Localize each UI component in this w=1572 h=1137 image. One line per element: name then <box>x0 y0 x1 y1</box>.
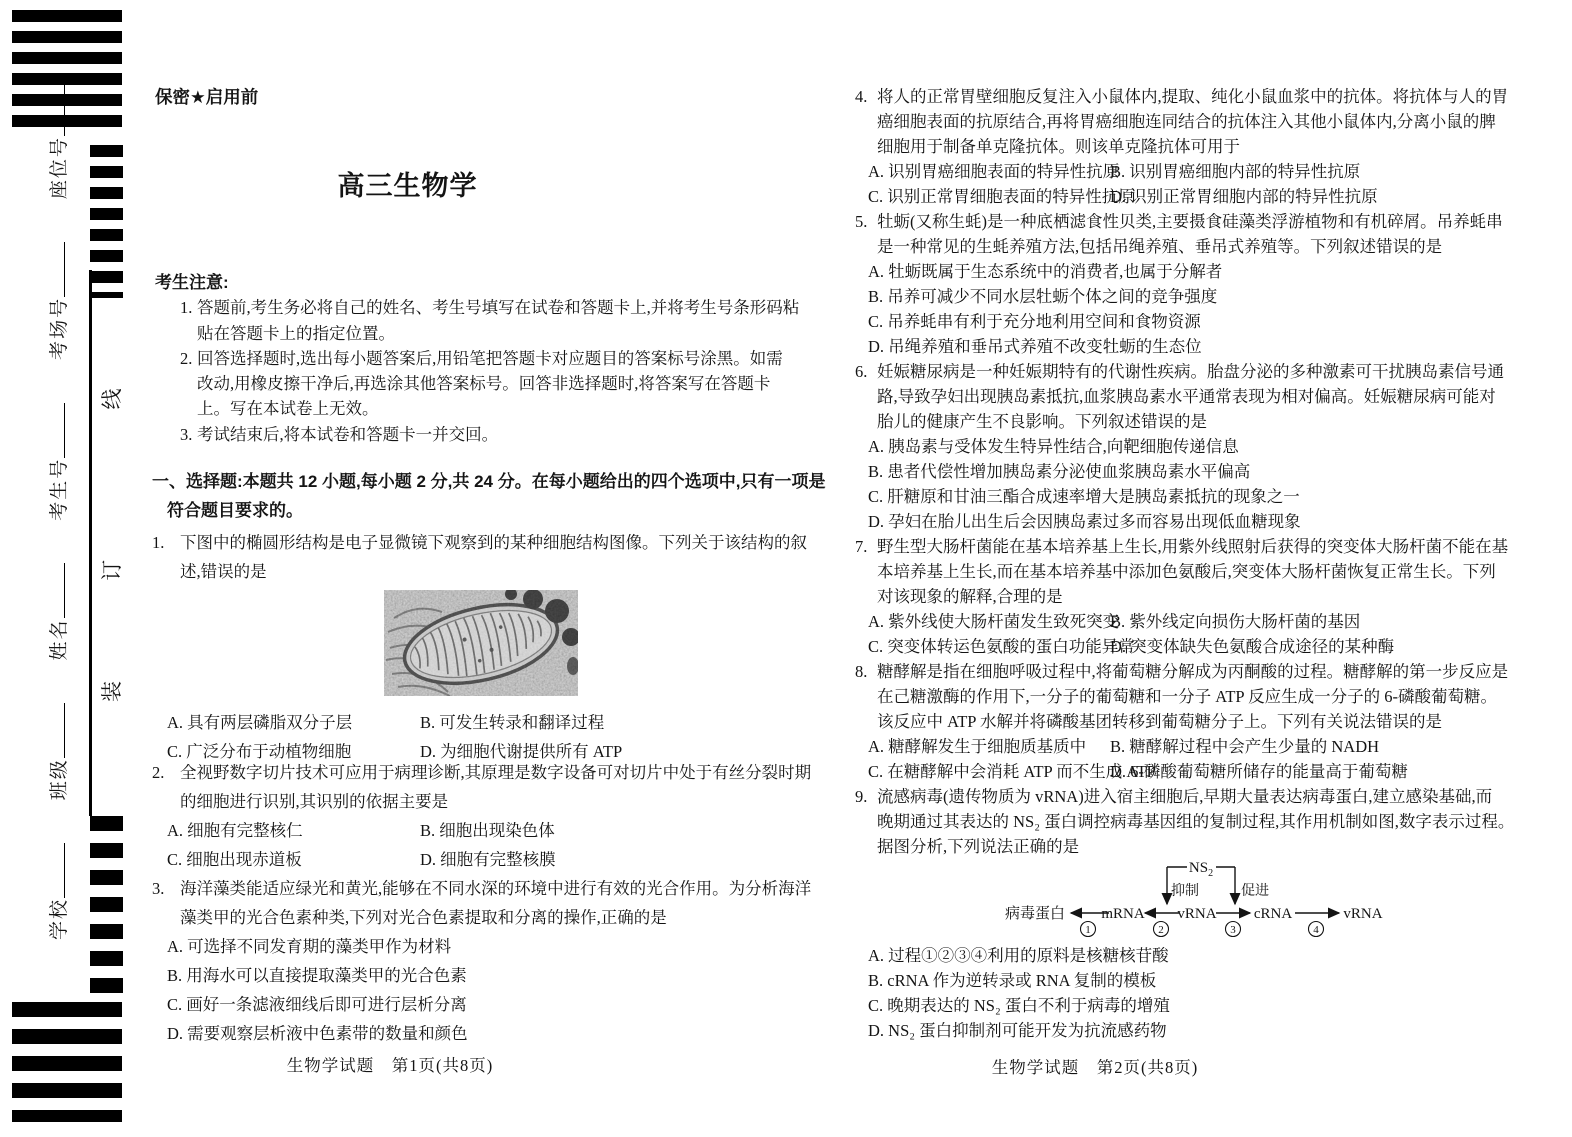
label-promote: 促进 <box>1241 884 1269 899</box>
stem-line: 下图中的椭圆形结构是电子显微镜下观察到的某种细胞结构图像。下列关于该结构的叙 <box>180 533 807 552</box>
binding-rule-line <box>89 270 92 816</box>
stem-line: 野生型大肠杆菌能在基本培养基上生长,用紫外线照射后获得的突变体大肠杆菌不能在基 <box>877 537 1509 556</box>
option-b: B. 紫外线定向损伤大肠杆菌的基因 <box>1110 612 1361 631</box>
field-room-no-label: 考场号 <box>49 296 70 360</box>
stem-line: 是一种常见的生蚝养殖方法,包括吊绳养殖、垂吊式养殖等。下列叙述错误的是 <box>877 237 1443 256</box>
ns2-regulation-diagram <box>995 856 1395 940</box>
question-number: 8. <box>855 662 868 681</box>
field-class-label: 班级 <box>49 758 70 801</box>
label-virus-protein: 病毒蛋白 <box>1004 906 1066 922</box>
option-b: B. cRNA 作为逆转录或 RNA 复制的模板 <box>868 971 1157 990</box>
stem-line: 据图分析,下列说法正确的是 <box>877 837 1080 856</box>
notice-item-number: 3. <box>180 424 193 444</box>
registration-marks-upper-inner <box>90 145 123 298</box>
option-a: A. 胰岛素与受体发生特异性结合,向靶细胞传递信息 <box>868 437 1239 456</box>
field-candidate-no-label: 考生号 <box>49 457 70 521</box>
option-row <box>868 759 1523 784</box>
stem-line: 牡蛎(又称生蚝)是一种底栖滤食性贝类,主要摄食硅藻类浮游植物和有机碎屑。吊养蚝串 <box>877 212 1503 231</box>
step-circles <box>1081 922 1324 937</box>
label-crna: cRNA <box>1253 906 1293 922</box>
option-c: C. 细胞出现赤道板 <box>167 850 302 869</box>
notice-line: 改动,用橡皮擦干净后,再选涂其他答案标号。回答非选择题时,将答案写在答题卡 <box>197 374 771 394</box>
label-vrna: vRNA <box>1177 906 1217 922</box>
option-c: C. 在糖酵解中会消耗 ATP 而不生成 ATP <box>868 762 1156 781</box>
option-row <box>868 159 1523 184</box>
option-c: C. 晚期表达的 NS₂ 蛋白不利于病毒的增殖 <box>868 996 1170 1015</box>
question-7 <box>855 534 1523 659</box>
question-number: 2. <box>152 763 165 782</box>
option-row <box>868 609 1523 634</box>
candidate-notice <box>155 270 820 447</box>
question-number: 1. <box>152 533 165 552</box>
registration-marks-lower-inner <box>90 816 123 998</box>
label-mrna: mRNA <box>1101 906 1145 922</box>
option-d: D. 为细胞代谢提供所有 ATP <box>420 742 623 761</box>
option-row <box>868 184 1523 209</box>
page-1-footer: 生物学试题 第1页(共8页) <box>286 1056 494 1075</box>
notice-item-number: 2. <box>180 348 193 368</box>
question-1 <box>152 528 812 766</box>
stem-line: 在己糖激酶的作用下,一分子的葡萄糖和一分子 ATP 反应生成一分子的 6-磷酸葡萄糖。 <box>877 687 1497 706</box>
stem-line: 本培养基上生长,而在基本培养基中添加色氨酸后,突变体大肠杆菌恢复正常生长。下列 <box>877 562 1496 581</box>
option-a: A. 细胞有完整核仁 <box>167 821 303 840</box>
field-school-blank <box>62 843 65 898</box>
question-number: 7. <box>855 537 868 556</box>
stem-line: 的细胞进行识别,其识别的依据主要是 <box>180 792 449 811</box>
option-d: D. 吊绳养殖和垂吊式养殖不改变牡蛎的生态位 <box>868 337 1202 356</box>
stem-line: 该反应中 ATP 水解并将磷酸基团转移到葡萄糖分子上。下列有关说法错误的是 <box>877 712 1442 731</box>
stem-line: 述,错误的是 <box>180 562 267 581</box>
question-5 <box>855 209 1523 359</box>
notice-line: 考试结束后,将本试卷和答题卡一并交回。 <box>197 424 499 444</box>
option-a: A. 紫外线使大肠杆菌发生致死突变 <box>868 612 1120 631</box>
stem-line: 将人的正常胃壁细胞反复注入小鼠体内,提取、纯化小鼠血浆中的抗体。将抗体与人的胃 <box>877 87 1509 106</box>
option-d: D. 突变体缺失色氨酸合成途径的某种酶 <box>1110 637 1395 656</box>
option-row <box>167 708 812 737</box>
stem-line: 胎儿的健康产生不良影响。下列叙述错误的是 <box>877 412 1207 431</box>
field-school-label: 学校 <box>49 897 70 940</box>
option-a: A. 识别胃癌细胞表面的特异性抗原 <box>868 162 1120 181</box>
field-class-blank <box>62 703 65 758</box>
student-info-fields <box>44 110 78 940</box>
field-name-label: 姓名 <box>49 618 70 661</box>
notice-line: 贴在答题卡上的指定位置。 <box>197 323 395 343</box>
stem-line: 妊娠糖尿病是一种妊娠期特有的代谢性疾病。胎盘分泌的多种激素可干扰胰岛素信号通 <box>877 362 1504 381</box>
question-4 <box>855 84 1523 209</box>
option-d: D. 孕妇在胎儿出生后会因胰岛素过多而容易出现低血糖现象 <box>868 512 1301 531</box>
field-name-blank <box>62 563 65 618</box>
stem-line: 海洋藻类能适应绿光和黄光,能够在不同水深的环境中进行有效的光合作用。为分析海洋 <box>180 879 812 898</box>
notice-heading: 考生注意: <box>155 273 229 292</box>
field-room-no <box>49 242 70 360</box>
option-d: D. NS₂ 蛋白抑制剂可能开发为抗流感药物 <box>868 1021 1167 1040</box>
label-vrna-2: vRNA <box>1343 906 1383 922</box>
option-c: C. 识别正常胃细胞表面的特异性抗原 <box>868 187 1135 206</box>
question-number: 9. <box>855 787 868 806</box>
option-d: D. 细胞有完整核膜 <box>420 850 556 869</box>
question-number: 4. <box>855 87 868 106</box>
question-6 <box>855 359 1523 534</box>
field-name <box>49 563 70 660</box>
question-number: 6. <box>855 362 868 381</box>
option-c: C. 突变体转运色氨酸的蛋白功能异常 <box>868 637 1135 656</box>
stem-line: 糖酵解是指在细胞呼吸过程中,将葡萄糖分解成为丙酮酸的过程。糖酵解的第一步反应是 <box>877 662 1509 681</box>
label-ns2: $NS_2$ <box>1188 860 1214 879</box>
notice-item-number: 1. <box>180 298 193 318</box>
option-a: A. 具有两层磷脂双分子层 <box>167 713 353 732</box>
binding-char-zhuang: 装 <box>100 681 124 702</box>
stem-line: 流感病毒(遗传物质为 vRNA)进入宿主细胞后,早期大量表达病毒蛋白,建立感染基础,而 <box>877 787 1493 806</box>
field-candidate-no <box>49 403 70 521</box>
section-heading <box>152 467 832 525</box>
field-school <box>49 843 70 940</box>
option-d: D. 6-磷酸葡萄糖所储存的能量高于葡萄糖 <box>1110 762 1408 781</box>
option-row <box>868 734 1523 759</box>
option-b: B. 细胞出现染色体 <box>420 821 555 840</box>
page-2-footer: 生物学试题 第2页(共8页) <box>991 1058 1199 1077</box>
question-number: 5. <box>855 212 868 231</box>
field-candidate-no-blank <box>62 403 65 458</box>
registration-marks-bottom <box>12 1002 122 1122</box>
field-seat-no-label: 座位号 <box>49 136 70 200</box>
option-a: A. 可选择不同发育期的藻类甲作为材料 <box>167 937 452 956</box>
notice-item <box>155 422 820 447</box>
notice-line: 上。写在本试卷上无效。 <box>197 399 379 419</box>
field-room-no-blank <box>62 242 65 297</box>
step-3: 3 <box>1230 924 1236 936</box>
stem-line: 藻类甲的光合色素种类,下列对光合色素提取和分离的操作,正确的是 <box>180 908 667 927</box>
question-2 <box>152 758 812 874</box>
step-2: 2 <box>1158 924 1164 936</box>
stem-line: 癌细胞表面的抗原结合,再将胃癌细胞连同结合的抗体注入其他小鼠体内,分离小鼠的脾 <box>877 112 1496 131</box>
confidential-notice: 保密★启用前 <box>155 87 259 107</box>
option-row <box>167 845 812 874</box>
field-seat-no <box>49 81 70 199</box>
question-number: 3. <box>152 879 165 898</box>
step-4: 4 <box>1313 924 1319 936</box>
option-row <box>167 816 812 845</box>
step-1: 1 <box>1085 924 1091 936</box>
binding-line-text <box>96 376 126 706</box>
field-seat-no-blank <box>62 81 65 136</box>
option-c: C. 广泛分布于动植物细胞 <box>167 742 352 761</box>
question-8 <box>855 659 1523 784</box>
option-b: B. 用海水可以直接提取藻类甲的光合色素 <box>167 966 467 985</box>
option-row <box>868 634 1523 659</box>
notice-line: 答题前,考生务必将自己的姓名、考生号填写在试卷和答题卡上,并将考生号条形码粘 <box>197 298 800 318</box>
paper-title: 高三生物学 <box>337 171 478 201</box>
field-class <box>49 703 70 800</box>
notice-line: 回答选择题时,选出每小题答案后,用铅笔把答题卡对应题目的答案标号涂黑。如需 <box>197 348 783 368</box>
binding-char-xian: 线 <box>100 388 124 410</box>
option-d: D. 识别正常胃细胞内部的特异性抗原 <box>1110 187 1378 206</box>
option-d: D. 需要观察层析液中色素带的数量和颜色 <box>167 1024 468 1043</box>
stem-line: 对该现象的解释,合理的是 <box>877 587 1063 606</box>
option-a: A. 牡蛎既属于生态系统中的消费者,也属于分解者 <box>868 262 1223 281</box>
option-b: B. 可发生转录和翻译过程 <box>420 713 605 732</box>
option-c: C. 画好一条滤液细线后即可进行层析分离 <box>167 995 467 1014</box>
label-inhibit: 抑制 <box>1171 884 1199 899</box>
option-b: B. 吊养可减少不同水层牡蛎个体之间的竞争强度 <box>868 287 1218 306</box>
option-c: C. 吊养蚝串有利于充分地利用空间和食物资源 <box>868 312 1201 331</box>
stem-line: 全视野数字切片技术可应用于病理诊断,其原理是数字设备可对切片中处于有丝分裂时期 <box>180 763 812 782</box>
option-b: B. 患者代偿性增加胰岛素分泌使血浆胰岛素水平偏高 <box>868 462 1251 481</box>
question-3 <box>152 874 812 1048</box>
stem-line: 路,导致孕妇出现胰岛素抵抗,血浆胰岛素水平通常表现为相对偏高。妊娠糖尿病可能对 <box>877 387 1496 406</box>
option-c: C. 肝糖原和甘油三酯合成速率增大是胰岛素抵抗的现象之一 <box>868 487 1300 506</box>
option-a: A. 过程①②③④利用的原料是核糖核苷酸 <box>868 946 1169 965</box>
section-heading-line: 符合题目要求的。 <box>167 501 303 520</box>
stem-line: 细胞用于制备单克隆抗体。则该单克隆抗体可用于 <box>877 137 1240 156</box>
mitochondrion-em-image <box>384 590 578 696</box>
notice-item <box>155 295 820 346</box>
option-a: A. 糖酵解发生于细胞质基质中 <box>868 737 1087 756</box>
option-b: B. 识别胃癌细胞内部的特异性抗原 <box>1110 162 1361 181</box>
stem-line: 晚期通过其表达的 NS₂ 蛋白调控病毒基因组的复制过程,其作用机制如图,数字表示过程。 <box>877 812 1515 831</box>
section-heading-line: 一、选择题:本题共 12 小题,每小题 2 分,共 24 分。在每小题给出的四个选项中,只有一项是 <box>152 472 826 491</box>
notice-item <box>155 346 820 422</box>
binding-char-ding: 订 <box>100 559 124 581</box>
option-b: B. 糖酵解过程中会产生少量的 NADH <box>1110 737 1380 756</box>
